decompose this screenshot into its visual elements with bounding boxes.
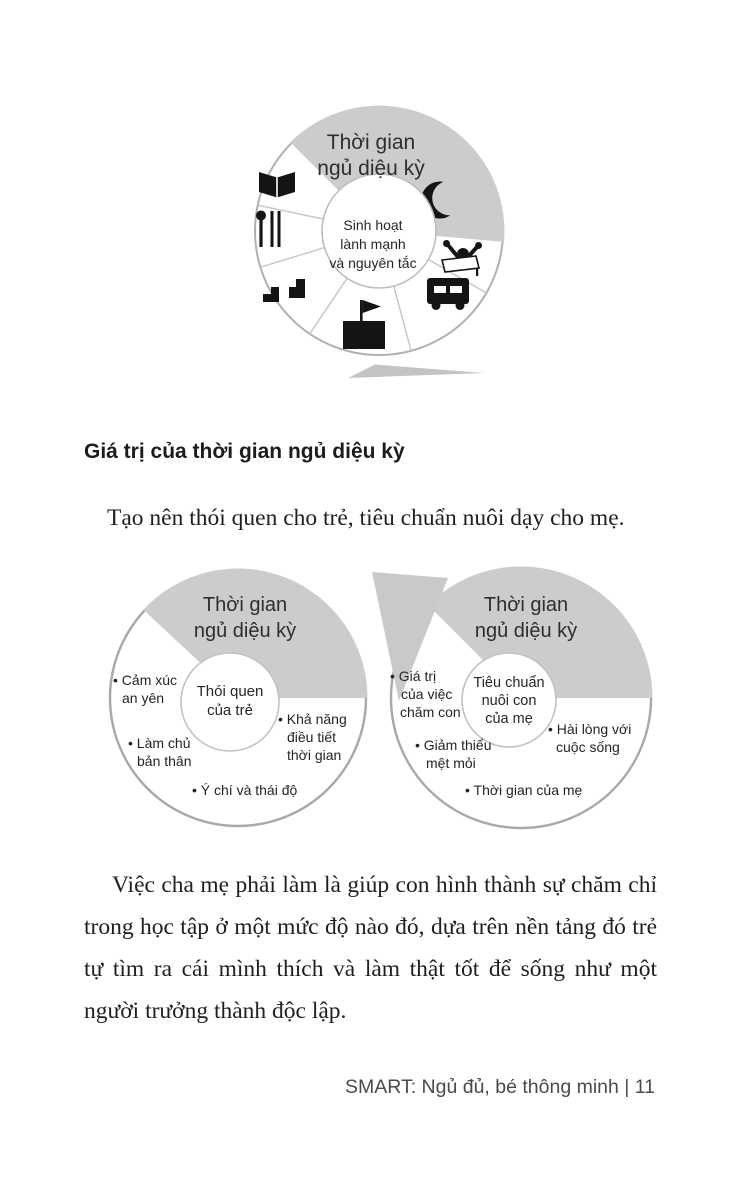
- bullet-item: • Khả năng: [278, 711, 347, 727]
- wheel-center-line2: lành mạnh: [340, 236, 406, 252]
- bullet-item: chăm con: [400, 704, 461, 720]
- wheel-center-line2: của trẻ: [207, 702, 253, 719]
- wheel-title-line2: ngủ diệu kỳ: [474, 620, 578, 642]
- bullet-item: • Hài lòng với: [548, 721, 632, 737]
- bullet-item: • Làm chủ: [128, 735, 191, 751]
- bullet-item: của việc: [401, 686, 453, 702]
- child-habit-diagram: [110, 569, 368, 826]
- wheel-title-line1: Thời gian: [483, 594, 569, 616]
- wheel-center-line2: nuôi con: [481, 693, 537, 709]
- wheel-title-line1: Thời gian: [326, 131, 416, 154]
- intro-sentence: Tạo nên thói quen cho trẻ, tiêu chuẩn nuôi dạy cho mẹ.: [107, 505, 625, 531]
- mother-standard-diagram: [372, 566, 653, 828]
- wheel-center-line3: và nguyên tắc: [329, 255, 417, 271]
- magic-sleep-wheel-diagram: [255, 106, 504, 378]
- bullet-item: • Giảm thiểu: [415, 737, 492, 753]
- bullet-item: bản thân: [137, 753, 192, 769]
- bullet-item: cuộc sống: [556, 739, 620, 755]
- bullet-item: • Giá trị: [390, 668, 437, 684]
- bullet-item: • Ý chí và thái độ: [192, 782, 298, 798]
- wheel-center-line1: Sinh hoạt: [343, 217, 403, 233]
- page-footer: SMART: Ngủ đủ, bé thông minh | 11: [344, 1076, 655, 1098]
- bullet-item: • Cảm xúc: [113, 672, 178, 688]
- bullet-item: mệt mỏi: [426, 755, 476, 771]
- wheel-center-line1: Thói quen: [196, 683, 264, 700]
- wheel-title-line1: Thời gian: [202, 594, 288, 616]
- wheel-shadow: [348, 365, 484, 379]
- bullet-item: • Thời gian của mẹ: [465, 782, 583, 798]
- wheel-title-line2: ngủ diệu kỳ: [193, 620, 297, 642]
- section-heading: Giá trị của thời gian ngủ diệu kỳ: [84, 440, 405, 463]
- bullet-item: an yên: [122, 690, 165, 706]
- wheel-center-line1: Tiêu chuẩn: [473, 675, 545, 691]
- bullet-item: thời gian: [287, 747, 342, 763]
- wheel-title-line2: ngủ diệu kỳ: [317, 157, 425, 180]
- wheel-center-line3: của mẹ: [485, 711, 533, 727]
- bullet-item: điều tiết: [287, 729, 337, 745]
- body-paragraph: Việc cha mẹ phải làm là giúp con hình thành sự chăm chỉ trong học tập ở một mức độ nào đó, dựa trên nền tảng đó trẻ tự tìm ra cái mình thích và làm thật tốt để sống như một người trưởng thành độc lập.: [84, 872, 657, 1024]
